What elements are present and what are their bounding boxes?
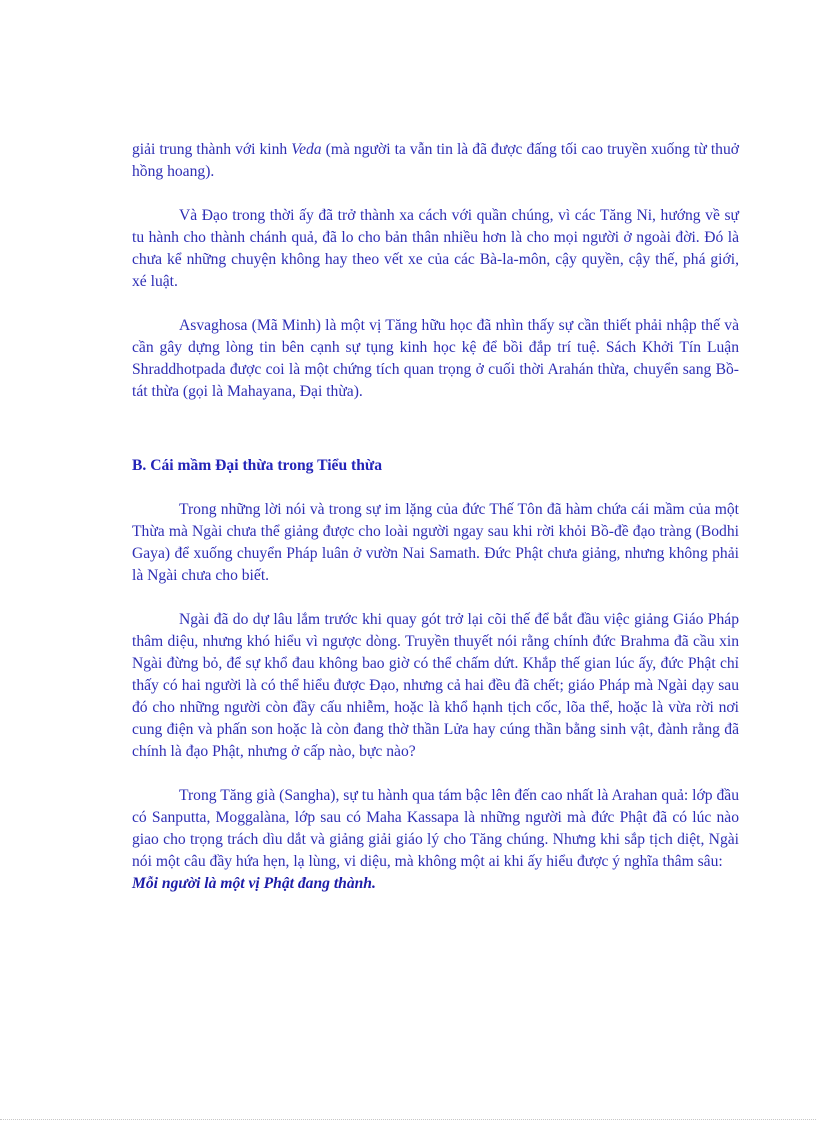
paragraph-veda xyxy=(132,139,739,183)
page-bottom-border xyxy=(0,1119,816,1120)
paragraph-brahma: Ngài đã do dự lâu lắm trước khi quay gót trở lại cõi thế để bắt đầu việc giảng Giáo Pháp thâm diệu, nhưng khó hiểu vì ngược dòng. Truyền thuyết nói rằng chính đức Brahma đã cầu xin Ngài đừng bỏ, để sự khổ đau không bao giờ có thể chấm dứt. Khắp thế gian lúc ấy, đức Phật chỉ thấy có hai người là có thể hiểu được Đạo, nhưng cả hai đều đã chết; giáo Pháp mà Ngài dạy sau đó cho những người còn đầy cấu nhiễm, hoặc là khổ hạnh tịch cốc, lõa thể, hoặc là vừa rời nơi cung điện và phấn son hoặc là còn đang thờ thần Lửa hay cúng thần bằng sinh vật, đành rằng đã chính là đạo Phật, nhưng ở cấp nào, bực nào? xyxy=(132,611,739,760)
paragraph-the-ton: Trong những lời nói và trong sự im lặng của đức Thế Tôn đã hàm chứa cái mầm của một Thừa mà Ngài chưa thể giảng được cho loài người ngay sau khi rời khỏi Bồ-đề đạo tràng (Bodhi Gaya) để xuống chuyển Pháp luân ở vườn Nai Samath. Đức Phật chưa giảng, nhưng không phải là Ngài chưa cho biết. xyxy=(132,501,739,584)
paragraph-dao-distance: Và Đạo trong thời ấy đã trở thành xa cách với quần chúng, vì các Tăng Ni, hướng về sự tu hành cho thành chánh quả, đã lo cho bản thân nhiều hơn là cho mọi người ở ngoài đời. Đó là chưa kể những chuyện không hay theo vết xe của các Bà-la-môn, cậy quyền, cậy thế, phá giới, xé luật. xyxy=(132,207,739,290)
paragraph-veda-text-after: (mà người ta vẫn tin là đã được đấng tối cao truyền xuống từ thuở hồng hoang). xyxy=(132,141,739,180)
paragraph-asvaghosa: Asvaghosa (Mã Minh) là một vị Tăng hữu học đã nhìn thấy sự cần thiết phải nhập thế và cần gây dựng lòng tin bên cạnh sự tụng kinh học kệ để bồi đắp trí tuệ. Sách Khởi Tín Luận Shraddhotpada được coi là một chứng tích quan trọng ở cuối thời Arahán thừa, chuyển sang Bồ-tát thừa (gọi là Mahayana, Đại thừa). xyxy=(132,317,739,400)
document-page xyxy=(132,139,739,895)
veda-emphasis: Veda xyxy=(291,141,322,158)
quote-buddha-becoming: Mỗi người là một vị Phật đang thành. xyxy=(132,875,376,892)
paragraph-sangha: Trong Tăng già (Sangha), sự tu hành qua tám bậc lên đến cao nhất là Arahan quả: lớp đầu có Sanputta, Moggalàna, lớp sau có Maha Kassapa là những người mà đức Phật đã có lúc nào giao cho trọng trách dìu dắt và giảng giải giáo lý cho Tăng chúng. Nhưng khi sắp tịch diệt, Ngài nói một câu đầy hứa hẹn, lạ lùng, vi diệu, mà không một ai khi ấy hiểu được ý nghĩa thâm sâu: xyxy=(132,787,739,870)
paragraph-veda-text-before: giải trung thành với kinh xyxy=(132,141,292,158)
section-heading-b: B. Cái mầm Đại thừa trong Tiểu thừa xyxy=(132,457,383,474)
